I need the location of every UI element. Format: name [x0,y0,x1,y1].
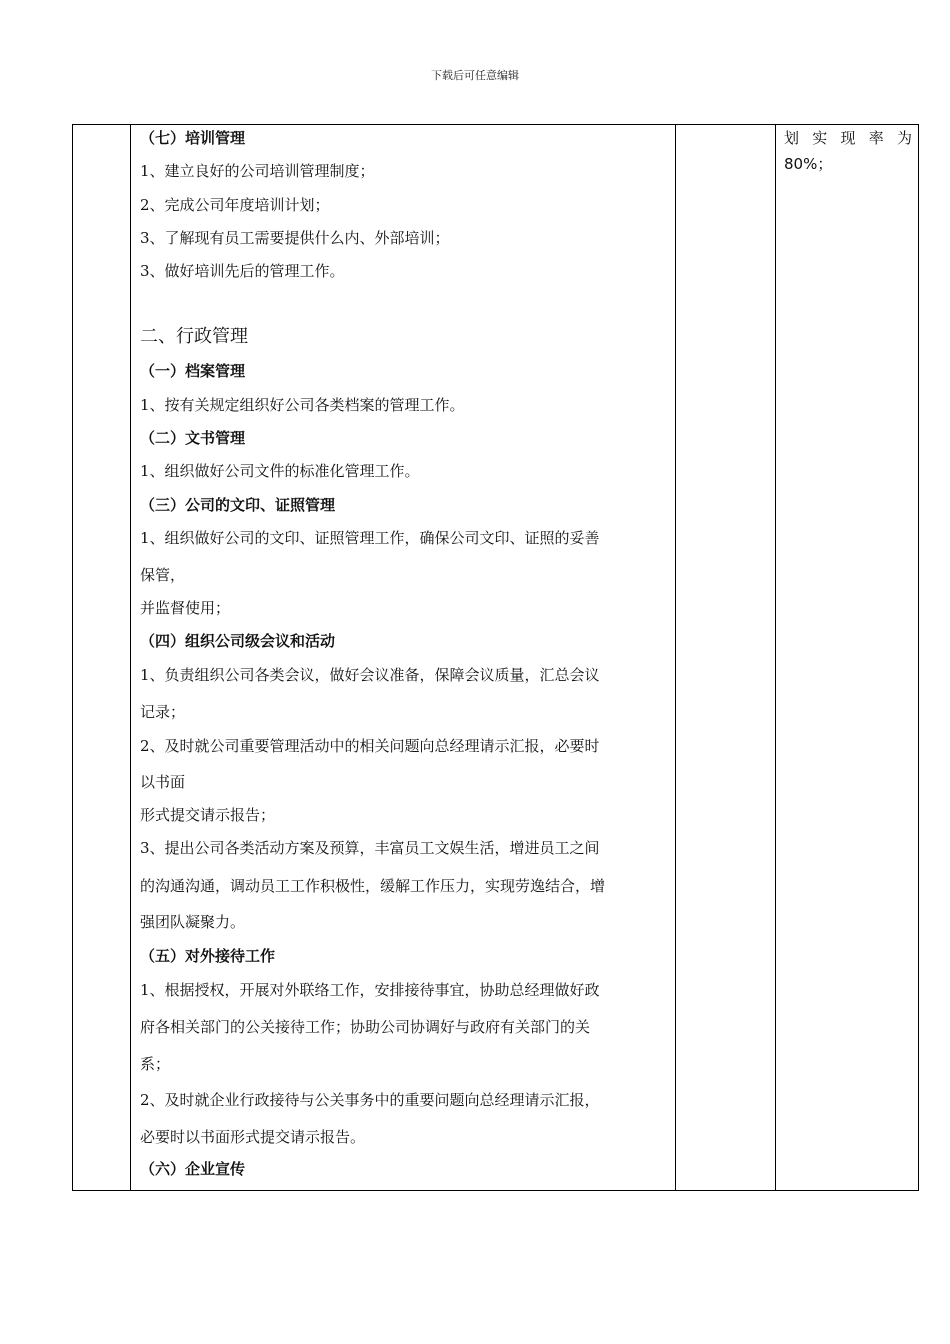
page-header: 下载后可任意编辑 [431,69,519,82]
remark-line: 80%； [784,155,833,173]
text-line: 必要时以书面形式提交请示报告。 [140,1128,366,1146]
text-line: 府各相关部门的公关接待工作；协助公司协调好与政府有关部门的关 [140,1018,591,1036]
section-heading: （一）档案管理 [140,362,246,380]
text-line: 以书面 [140,773,186,791]
part-heading: 二、行政管理 [140,326,248,347]
text-line: 1、建立良好的公司培训管理制度； [140,162,375,180]
column-divider [775,125,776,1190]
text-line: 1、负责组织公司各类会议，做好会议准备，保障会议质量，汇总会议 [140,666,600,684]
section-heading: （二）文书管理 [140,429,246,447]
column-divider [130,125,131,1190]
text-line: 1、根据授权，开展对外联络工作，安排接待事宜，协助总经理做好政 [140,981,600,999]
text-line: 的沟通沟通，调动员工工作积极性，缓解工作压力，实现劳逸结合，增 [140,877,606,895]
text-line: 1、按有关规定组织好公司各类档案的管理工作。 [140,396,465,414]
section-heading: （六）企业宣传 [140,1160,246,1178]
text-line: 1、组织做好公司的文印、证照管理工作，确保公司文印、证照的妥善 [140,529,600,547]
section-heading: （四）组织公司级会议和活动 [140,632,336,650]
text-line: 3、提出公司各类活动方案及预算，丰富员工文娱生活，增进员工之间 [140,839,600,857]
column-divider [675,125,676,1190]
text-line: 并监督使用； [140,599,231,617]
text-line: 3、了解现有员工需要提供什么内、外部培训； [140,229,450,247]
section-heading: （三）公司的文印、证照管理 [140,496,336,514]
text-line: 形式提交请示报告； [140,806,276,824]
section-heading: （五）对外接待工作 [140,947,276,965]
text-line: 1、组织做好公司文件的标准化管理工作。 [140,462,420,480]
text-line: 3、做好培训先后的管理工作。 [140,262,345,280]
text-line: 记录； [140,703,186,721]
text-line: 2、完成公司年度培训计划； [140,196,330,214]
remark-line: 划实现率为 [784,129,912,147]
text-line: 保管， [140,566,186,584]
text-line: 强团队凝聚力。 [140,913,246,931]
section-heading: （七）培训管理 [140,129,246,147]
text-line: 2、及时就公司重要管理活动中的相关问题向总经理请示汇报，必要时 [140,737,600,755]
text-line: 2、及时就企业行政接待与公关事务中的重要问题向总经理请示汇报， [140,1091,600,1109]
text-line: 系； [140,1055,171,1073]
